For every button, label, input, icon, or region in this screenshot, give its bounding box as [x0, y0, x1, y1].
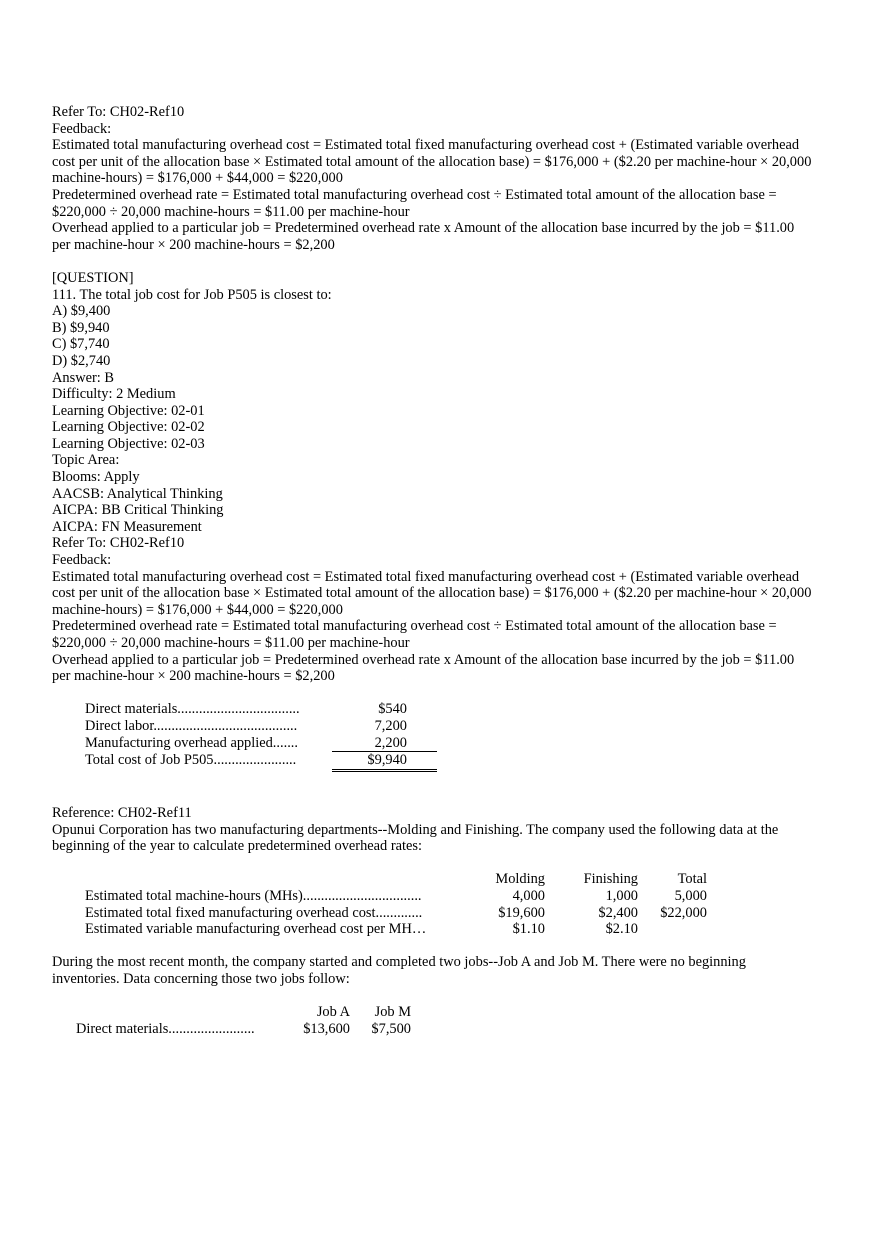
refer-to-line: Refer To: CH02-Ref10 — [52, 104, 185, 120]
row-label: Estimated variable manufacturing overhead cost per MH… — [85, 921, 427, 938]
molding-value: 4,000 — [512, 887, 545, 904]
table-header-row — [76, 1004, 411, 1021]
option-a: A) $9,400 — [52, 303, 111, 320]
cost-value: 2,200 — [332, 735, 437, 752]
table-row — [85, 701, 437, 718]
reference-intro: Opunui Corporation has two manufacturing departments--Molding and Finishing. The company used the following data at the beginning of the year to calculate predetermined overhead rates: — [52, 821, 779, 855]
learning-objective-2: Learning Objective: 02-02 — [52, 419, 205, 436]
option-c: C) $7,740 — [52, 336, 110, 353]
question-refer-to: Refer To: CH02-Ref10 — [52, 535, 185, 552]
cost-label: Direct materials.................................. — [85, 701, 300, 718]
cost-total-value: $9,940 — [332, 752, 437, 771]
question-tag: [QUESTION] — [52, 269, 134, 286]
feedback-paragraph-3: Overhead applied to a particular job = Predetermined overhead rate x Amount of the allocation base incurred by the job = $11.00 per machine-hour × 200 machine-hours = $2,200 — [52, 220, 795, 253]
question-feedback-label: Feedback: — [52, 552, 112, 569]
table-row — [85, 718, 437, 735]
table-row — [85, 752, 437, 771]
option-b: B) $9,940 — [52, 319, 110, 336]
table-row — [85, 921, 707, 938]
answer-line: Answer: B — [52, 369, 114, 386]
option-d: D) $2,740 — [52, 352, 111, 369]
job-a-value: $13,600 — [303, 1020, 350, 1037]
blooms-line: Blooms: Apply — [52, 469, 140, 486]
row-label: Estimated total machine-hours (MHs)................................. — [85, 887, 422, 904]
feedback-paragraph-2: Predetermined overhead rate = Estimated total manufacturing overhead cost ÷ Estimated total amount of the allocation base = $220,000 ÷ 20,000 machine-hours = $11.00 per machine-hour — [52, 186, 777, 220]
row-label: Direct materials........................ — [76, 1020, 255, 1037]
molding-value: $1.10 — [512, 921, 545, 938]
cost-value: $540 — [378, 701, 407, 718]
total-value: 5,000 — [674, 887, 707, 904]
column-header-molding: Molding — [495, 871, 545, 888]
column-header-job-m: Job M — [374, 1004, 411, 1021]
total-value — [638, 921, 707, 938]
cost-value: 7,200 — [374, 717, 407, 734]
aicpa-measurement-line: AICPA: FN Measurement — [52, 518, 202, 535]
row-label: Estimated total fixed manufacturing overhead cost............. — [85, 904, 423, 921]
aicpa-critical-line: AICPA: BB Critical Thinking — [52, 502, 224, 519]
column-header-total: Total — [677, 871, 707, 888]
question-feedback-paragraph-2: Predetermined overhead rate = Estimated total manufacturing overhead cost ÷ Estimated total amount of the allocation base = $220,000 ÷ 20,000 machine-hours = $11.00 per machine-hour — [52, 618, 777, 651]
job-data-table — [76, 1004, 411, 1037]
molding-value: $19,600 — [498, 904, 545, 921]
learning-objective-3: Learning Objective: 02-03 — [52, 435, 205, 452]
topic-area: Topic Area: — [52, 452, 120, 469]
jobs-intro: During the most recent month, the company started and completed two jobs--Job A and Job M. There were no beginning inventories. Data concerning those two jobs follow: — [52, 954, 746, 987]
table-row — [85, 905, 707, 922]
feedback-label: Feedback: — [52, 120, 112, 137]
table-row — [85, 888, 707, 905]
table-header-row — [85, 871, 707, 888]
job-m-value: $7,500 — [371, 1020, 411, 1037]
total-value: $22,000 — [660, 904, 707, 921]
cost-label: Total cost of Job P505....................... — [85, 751, 297, 768]
finishing-value: 1,000 — [605, 887, 638, 904]
reference-title: Reference: CH02-Ref11 — [52, 804, 192, 821]
question-feedback-paragraph-3: Overhead applied to a particular job = Predetermined overhead rate x Amount of the allocation base incurred by the job = $11.00 per machine-hour × 200 machine-hours = $2,200 — [52, 651, 795, 685]
table-row — [76, 1021, 411, 1038]
cost-label: Direct labor........................................ — [85, 717, 298, 734]
feedback-paragraph-1: Estimated total manufacturing overhead cost = Estimated total fixed manufacturing overhead cost + (Estimated variable overhead cost per unit of the allocation base × Estimated total amount of the allocation base) = $176,000 + ($2.20 per machine-hour × 20,000 machine-hours) = $176,000 + $44,000 = $220,000 — [52, 137, 812, 187]
finishing-value: $2,400 — [598, 904, 638, 921]
table-row — [85, 735, 437, 752]
column-header-finishing: Finishing — [583, 871, 638, 888]
document-page — [52, 104, 812, 1037]
question-feedback-paragraph-1: Estimated total manufacturing overhead cost = Estimated total fixed manufacturing overhead cost + (Estimated variable overhead cost per unit of the allocation base × Estimated total amount of the allocation base) = $176,000 + ($2.20 per machine-hour × 20,000 machine-hours) = $176,000 + $44,000 = $220,000 — [52, 568, 812, 618]
finishing-value: $2.10 — [605, 921, 638, 938]
aacsb-line: AACSB: Analytical Thinking — [52, 485, 223, 502]
department-data-table — [85, 871, 707, 937]
question-stem: 111. The total job cost for Job P505 is closest to: — [52, 286, 332, 303]
job-cost-table — [85, 701, 437, 771]
cost-label: Manufacturing overhead applied....... — [85, 734, 298, 751]
learning-objective-1: Learning Objective: 02-01 — [52, 402, 205, 419]
column-header-job-a: Job A — [316, 1004, 350, 1021]
difficulty-line: Difficulty: 2 Medium — [52, 386, 176, 403]
